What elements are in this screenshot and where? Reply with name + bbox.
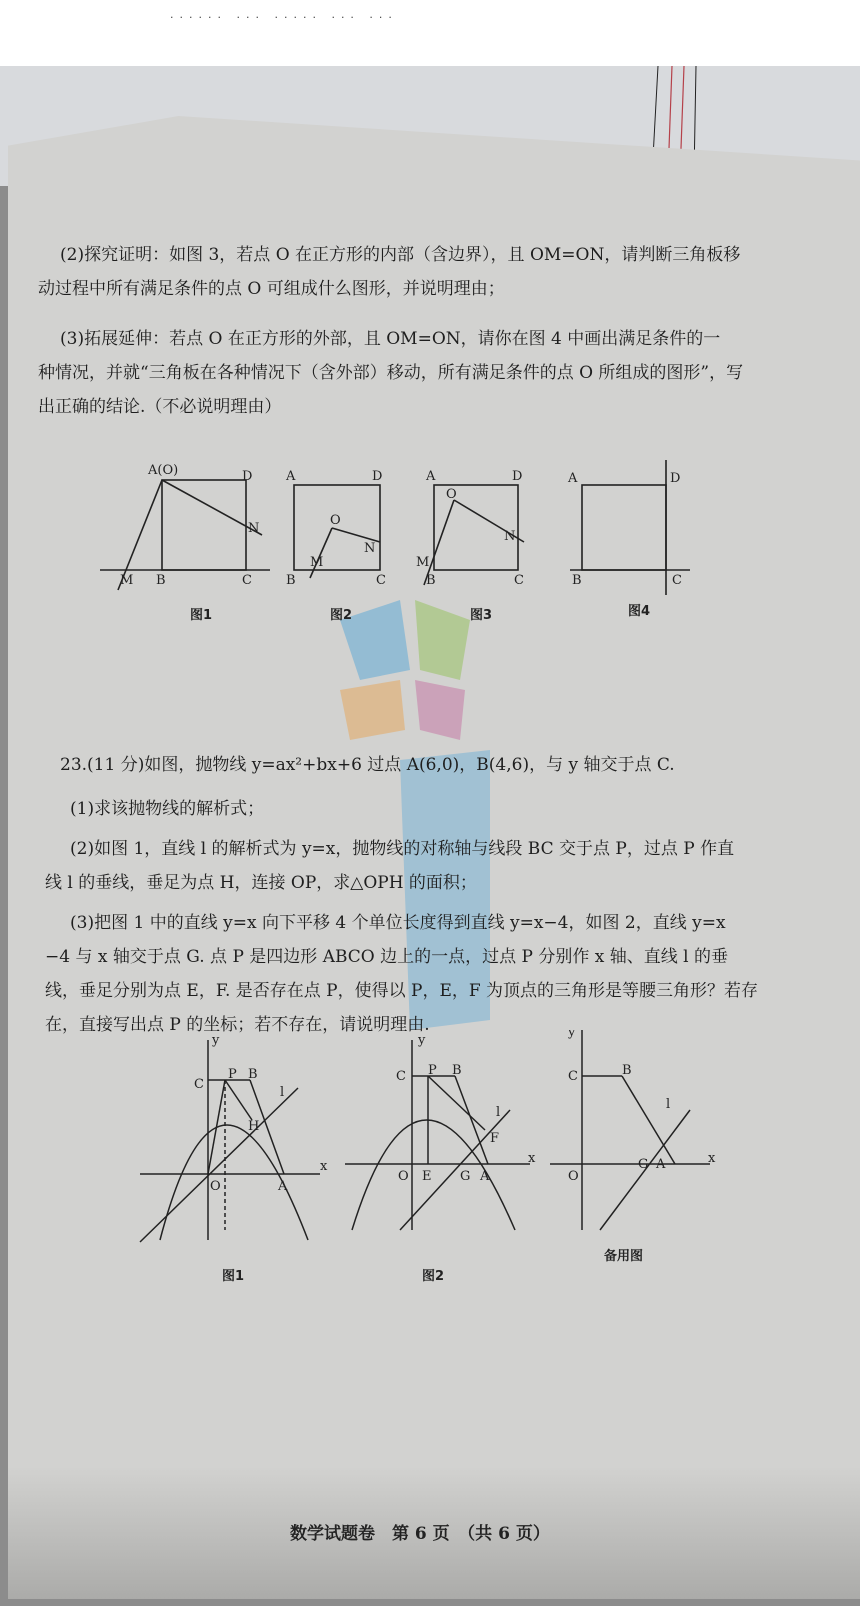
g2-label-P: P xyxy=(428,1063,437,1078)
g2-label-A: A xyxy=(480,1169,490,1184)
g3-label-C: C xyxy=(568,1069,578,1084)
fig4-label-B: B xyxy=(572,573,582,588)
fig1-label-N: N xyxy=(248,521,260,536)
g2-label-C: C xyxy=(396,1069,406,1084)
figure-1 xyxy=(100,463,270,590)
g2-label-y: y xyxy=(418,1033,426,1048)
fig1-label-C: C xyxy=(242,573,252,588)
figure-3 xyxy=(416,469,524,588)
g2-label-G: G xyxy=(460,1169,471,1184)
g1-label-A: A xyxy=(278,1179,288,1194)
g1-label-y: y xyxy=(212,1033,220,1048)
fig4-label-C: C xyxy=(672,573,682,588)
q23-sub1: (1)求该抛物线的解析式； xyxy=(70,799,265,819)
graph1-caption: 图1 xyxy=(222,1269,245,1284)
fig4-caption: 图4 xyxy=(628,604,651,619)
fig3-label-C: C xyxy=(514,573,524,588)
fig2-label-D: D xyxy=(372,469,383,484)
g1-label-P: P xyxy=(228,1067,237,1082)
g1-label-H: H xyxy=(248,1119,260,1134)
fig3-label-N: N xyxy=(504,529,516,544)
top-white-band xyxy=(0,0,860,70)
g2-label-F: F xyxy=(490,1131,500,1146)
fig1-caption: 图1 xyxy=(190,608,213,623)
q23-sub3-line2: −4 与 x 轴交于点 G. 点 P 是四边形 ABCO 边上的一点，过点 P 分别作 x 轴、直线 l 的垂 xyxy=(45,947,729,967)
fig2-label-A: A xyxy=(286,469,296,484)
parabola-figures xyxy=(130,1030,730,1260)
graph2-caption: 图2 xyxy=(422,1269,445,1284)
figure-4 xyxy=(567,460,690,595)
g2-label-x: x xyxy=(528,1151,536,1166)
part2-line2: 动过程中所有满足条件的点 O 可组成什么图形，并说明理由； xyxy=(38,279,505,299)
g2-label-B: B xyxy=(452,1063,462,1078)
fig4-label-D: D xyxy=(670,471,681,486)
fig2-label-N: N xyxy=(364,541,376,556)
g1-label-B: B xyxy=(248,1067,258,1082)
g3-label-B: B xyxy=(622,1063,632,1078)
part3-line2: 种情况，并就“三角板在各种情况下（含外部）移动，所有满足条件的点 O 所组成的图形”，写 xyxy=(38,363,744,383)
fig2-caption: 图2 xyxy=(330,608,353,623)
part3-line3: 出正确的结论.（不必说明理由） xyxy=(38,397,282,417)
part2-line1: (2)探究证明：如图 3，若点 O 在正方形的内部（含边界），且 OM=ON，请判断三角板移 xyxy=(60,245,741,265)
fig2-label-M: M xyxy=(310,555,324,570)
g3-label-y: y xyxy=(568,1030,576,1040)
page-footer: 数学试题卷 第 6 页 （共 6 页） xyxy=(290,1524,550,1544)
fig3-caption: 图3 xyxy=(470,608,493,623)
q23-sub3-line4: 在，直接写出点 P 的坐标；若不存在，请说明理由. xyxy=(45,1015,430,1035)
fig4-label-A: A xyxy=(568,471,578,486)
g3-label-l: l xyxy=(666,1097,671,1112)
graph-2 xyxy=(345,1033,536,1230)
q23-sub3-line3: 线，垂足分别为点 E，F. 是否存在点 P，使得以 P，E，F 为顶点的三角形是等腰三角形？若存 xyxy=(45,981,759,1001)
part3-line1: (3)拓展延伸：若点 O 在正方形的外部，且 OM=ON，请你在图 4 中画出满足条件的一 xyxy=(60,329,721,349)
q23-sub2-line2: 线 l 的垂线，垂足为点 H，连接 OP，求△OPH 的面积； xyxy=(45,873,477,893)
fig1-label-A: A(O) xyxy=(148,463,179,478)
g2-label-E: E xyxy=(422,1169,432,1184)
g3-label-G: G xyxy=(638,1157,649,1172)
graph3-caption: 备用图 xyxy=(604,1249,644,1264)
top-cropped-text: ...... ... ..... ... ... xyxy=(170,8,398,21)
fig1-label-M: M xyxy=(120,573,134,588)
q23-sub3-line1: (3)把图 1 中的直线 y=x 向下平移 4 个单位长度得到直线 y=x−4，如图 2，直线 y=x xyxy=(70,913,726,933)
fig3-label-B: B xyxy=(426,573,436,588)
fig1-label-B: B xyxy=(156,573,166,588)
graph-3 xyxy=(550,1030,716,1230)
g3-label-x: x xyxy=(708,1151,716,1166)
fig3-label-D: D xyxy=(512,469,523,484)
g1-label-O: O xyxy=(210,1179,221,1194)
q23-sub2-line1: (2)如图 1，直线 l 的解析式为 y=x，抛物线的对称轴与线段 BC 交于点 P，过点 P 作直 xyxy=(70,839,735,859)
g3-label-O: O xyxy=(568,1169,579,1184)
fig2-label-O: O xyxy=(330,513,341,528)
g1-label-l: l xyxy=(280,1085,285,1100)
fig3-label-M: M xyxy=(416,555,430,570)
fig1-label-D: D xyxy=(242,469,253,484)
fig3-label-A: A xyxy=(426,469,436,484)
figure-2 xyxy=(285,469,386,588)
g2-label-O: O xyxy=(398,1169,409,1184)
q23-stem: 23.(11 分)如图，抛物线 y=ax²+bx+6 过点 A(6,0)，B(4,6)，与 y 轴交于点 C. xyxy=(60,755,675,775)
fig3-label-O: O xyxy=(446,487,457,502)
fig2-label-B: B xyxy=(286,573,296,588)
fig2-label-C: C xyxy=(376,573,386,588)
g1-label-C: C xyxy=(194,1077,204,1092)
g1-label-x: x xyxy=(320,1159,328,1174)
g2-label-l: l xyxy=(496,1105,501,1120)
g3-label-A: A xyxy=(656,1157,666,1172)
graph-1 xyxy=(140,1033,328,1242)
